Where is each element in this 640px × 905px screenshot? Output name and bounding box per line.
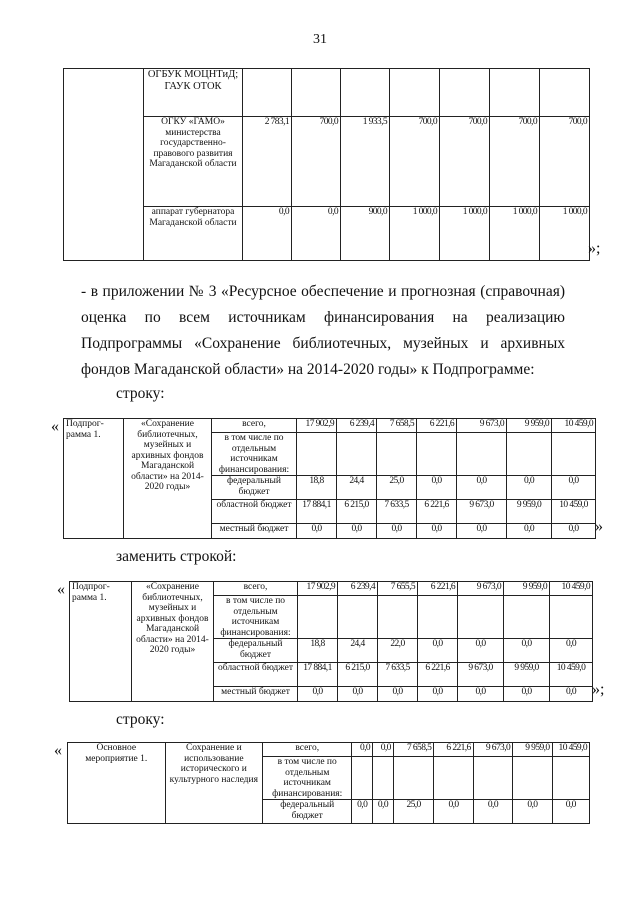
value-cell: 900,0 — [341, 207, 390, 261]
closing-quote: »; — [592, 681, 605, 698]
source-label: в том числе по отдельным источникам финансирования: — [263, 757, 352, 800]
value-cell: 24,4 — [337, 476, 377, 500]
value-cell: 7 658,5 — [377, 419, 417, 433]
value-cell: 0,0 — [434, 800, 473, 824]
value-cell: 9 673,0 — [473, 743, 512, 757]
value-cell: 0,0 — [378, 687, 418, 702]
value-cell: 0,0 — [458, 687, 504, 702]
value-cell: 1 933,5 — [341, 117, 390, 207]
value-cell: 0,0 — [552, 476, 596, 500]
value-cell: 0,0 — [337, 524, 377, 539]
program-number-cell: Подпрог- рамма 1. — [64, 419, 124, 539]
value-cell: 0,0 — [352, 800, 373, 824]
value-cell: 17 884,1 — [298, 663, 338, 687]
value-cell: 10 459,0 — [552, 419, 596, 433]
value-cell: 6 221,6 — [418, 582, 458, 596]
closing-quote: »; — [588, 240, 601, 257]
value-cell: 0,0 — [504, 687, 550, 702]
source-label: местный бюджет — [212, 524, 297, 539]
value-cell: 0,0 — [552, 800, 589, 824]
value-cell: 700,0 — [540, 117, 590, 207]
value-cell: 9 959,0 — [504, 582, 550, 596]
value-cell: 0,0 — [417, 476, 457, 500]
value-cell: 1 000,0 — [390, 207, 440, 261]
top-table-blank-cell — [64, 69, 144, 261]
value-cell: 6 221,6 — [418, 663, 458, 687]
value-cell: 0,0 — [473, 800, 512, 824]
value-cell: 10 459,0 — [550, 582, 593, 596]
value-cell: 9 673,0 — [457, 419, 507, 433]
value-cell: 0,0 — [457, 524, 507, 539]
source-label: в том числе по отдельным источникам финансирования: — [214, 596, 298, 639]
value-cell: 0,0 — [457, 476, 507, 500]
label-row: строку: — [116, 385, 165, 402]
value-cell: 25,0 — [377, 476, 417, 500]
page-number: 31 — [313, 32, 327, 47]
org-cell: аппарат губернатора Магаданской области — [144, 207, 243, 261]
value-cell: 7 655,5 — [378, 582, 418, 596]
open-quote: « — [54, 742, 62, 759]
source-label: федеральный бюджет — [263, 800, 352, 824]
value-cell: 9 673,0 — [457, 500, 507, 524]
value-cell: 6 215,0 — [337, 500, 377, 524]
value-cell: 1 000,0 — [440, 207, 490, 261]
value-cell: 2 783,1 — [243, 117, 292, 207]
amendment-paragraph: - в приложении № 3 «Ресурсное обеспечение и прогнозная (справочная) оценка по всем источникам финансирования на реализацию Подпрограммы «Сохранение библиотечных, музейных и архивных фондов Магаданской области» на 2014-2020 годы» к Подпрограмме: — [81, 283, 565, 378]
value-cell: 700,0 — [490, 117, 540, 207]
value-cell: 1 000,0 — [540, 207, 590, 261]
value-cell: 0,0 — [243, 207, 292, 261]
value-cell: 700,0 — [292, 117, 341, 207]
value-cell: 9 959,0 — [504, 663, 550, 687]
source-label: областной бюджет — [214, 663, 298, 687]
program-name-cell: «Сохранение библиотечных, музейных и архивных фондов Магаданской области» на 2014- 2020 годы» — [132, 582, 214, 702]
value-cell: 0,0 — [373, 800, 394, 824]
org-cell: ОГБУК МОЦНТиД; ГАУК ОТОК — [144, 69, 243, 117]
value-cell: 18,8 — [297, 476, 337, 500]
value-cell: 17 884,1 — [297, 500, 337, 524]
value-cell: 0,0 — [418, 687, 458, 702]
table-row-original — [63, 418, 596, 539]
value-cell: 10 459,0 — [552, 743, 589, 757]
value-cell: 0,0 — [297, 524, 337, 539]
value-cell: 0,0 — [338, 687, 378, 702]
open-quote: « — [57, 581, 65, 598]
source-label: в том числе по отдельным источникам финансирования: — [212, 433, 297, 476]
open-quote: « — [51, 418, 59, 435]
value-cell: 7 633,5 — [377, 500, 417, 524]
value-cell: 9 673,0 — [458, 663, 504, 687]
value-cell: 6 221,6 — [417, 419, 457, 433]
value-cell: 0,0 — [352, 743, 373, 757]
value-cell: 1 000,0 — [490, 207, 540, 261]
value-cell: 0,0 — [550, 687, 593, 702]
value-cell: 0,0 — [513, 800, 552, 824]
value-cell: 25,0 — [393, 800, 433, 824]
value-cell: 6 239,4 — [337, 419, 377, 433]
value-cell: 6 221,6 — [434, 743, 473, 757]
value-cell: 9 959,0 — [513, 743, 552, 757]
value-cell: 0,0 — [458, 639, 504, 663]
value-cell: 9 959,0 — [507, 500, 552, 524]
value-cell: 0,0 — [418, 639, 458, 663]
source-label: всего, — [212, 419, 297, 433]
label-row: строку: — [116, 711, 165, 728]
value-cell: 700,0 — [390, 117, 440, 207]
table-row-replacement — [69, 581, 593, 702]
value-cell: 22,0 — [378, 639, 418, 663]
value-cell: 0,0 — [550, 639, 593, 663]
value-cell: 17 902,9 — [297, 419, 337, 433]
value-cell: 0,0 — [298, 687, 338, 702]
source-label: федеральный бюджет — [212, 476, 297, 500]
value-cell: 700,0 — [440, 117, 490, 207]
value-cell: 17 902,9 — [298, 582, 338, 596]
source-label: всего, — [263, 743, 352, 757]
value-cell: 0,0 — [292, 207, 341, 261]
value-cell: 0,0 — [507, 524, 552, 539]
source-label: всего, — [214, 582, 298, 596]
value-cell: 10 459,0 — [550, 663, 593, 687]
source-label: областной бюджет — [212, 500, 297, 524]
top-table — [63, 68, 590, 261]
value-cell: 6 221,6 — [417, 500, 457, 524]
table-row-activity — [67, 742, 590, 824]
program-name-cell: «Сохранение библиотечных, музейных и архивных фондов Магаданской области» на 2014- 2020 годы» — [124, 419, 212, 539]
value-cell: 24,4 — [338, 639, 378, 663]
value-cell: 18,8 — [298, 639, 338, 663]
program-number-cell: Подпрог- рамма 1. — [70, 582, 132, 702]
source-label: федеральный бюджет — [214, 639, 298, 663]
org-cell: ОГКУ «ГАМО» министерства государственно-правового развития Магаданской области — [144, 117, 243, 207]
value-cell: 6 239,4 — [338, 582, 378, 596]
value-cell: 9 959,0 — [507, 419, 552, 433]
value-cell: 6 215,0 — [338, 663, 378, 687]
activity-name-cell: Сохранение и использование исторического и культурного наследия — [165, 743, 263, 824]
label-replace: заменить строкой: — [116, 548, 237, 565]
value-cell: 9 673,0 — [458, 582, 504, 596]
value-cell: 10 459,0 — [552, 500, 596, 524]
value-cell: 0,0 — [373, 743, 394, 757]
value-cell: 0,0 — [552, 524, 596, 539]
source-label: местный бюджет — [214, 687, 298, 702]
value-cell: 0,0 — [377, 524, 417, 539]
value-cell: 0,0 — [417, 524, 457, 539]
value-cell: 0,0 — [504, 639, 550, 663]
value-cell: 0,0 — [507, 476, 552, 500]
close-quote: » — [595, 518, 603, 535]
value-cell: 7 658,5 — [393, 743, 433, 757]
activity-number-cell: Основное мероприятие 1. — [68, 743, 166, 824]
value-cell: 7 633,5 — [378, 663, 418, 687]
